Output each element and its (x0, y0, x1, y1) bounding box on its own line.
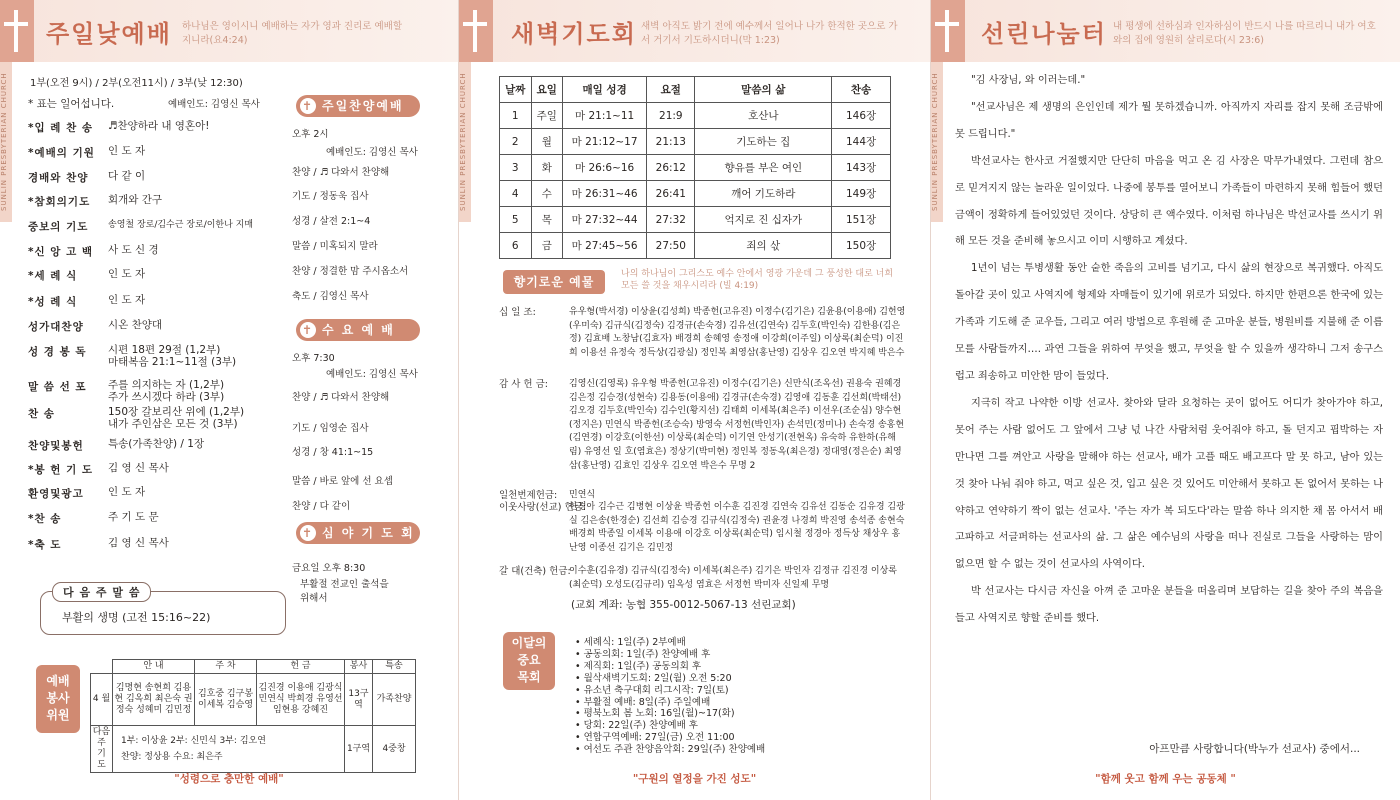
table-row (500, 155, 891, 181)
offering-names: 민연식 (569, 490, 596, 500)
order-label: 중보의 기도 (28, 221, 89, 233)
church-name-strip: SUNLIN PRESBYTERIAN CHURCH (931, 62, 943, 222)
table-cell: 21:9 (647, 103, 695, 129)
panel-dawn-prayer (458, 0, 930, 800)
table-cell: 13구역 (345, 674, 373, 726)
event-item: • 유소년 축구대회 리그시작: 7일(토) (575, 684, 729, 696)
next-week-sermon: 부활의 생명 (고전 15:16~22) (62, 611, 211, 624)
panel-sunday-worship (0, 0, 458, 800)
order-item (28, 244, 159, 259)
church-name-strip: SUNLIN PRESBYTERIAN CHURCH (0, 62, 12, 222)
tag-line: 봉사 (46, 691, 70, 705)
page-title: 주일낮예배 (46, 20, 172, 48)
table-cell: 수 (531, 181, 563, 207)
order-value-line: 회개와 간구 (108, 194, 163, 206)
order-value (108, 344, 236, 368)
order-value-line: 시편 18편 29절 (1,2부) (108, 344, 221, 356)
order-label: 찬양및봉헌 (28, 440, 84, 452)
order-item (28, 537, 169, 552)
page-title: 선린나눔터 (981, 20, 1107, 48)
order-value-line: 내가 주인삼은 모든 것 (3부) (108, 418, 238, 430)
essay-source: 아프만큼 사랑합니다(박누가 선교사) 중에서... (1149, 743, 1360, 755)
order-label: *축 도 (28, 539, 62, 551)
program-line: 축도 / 김영신 목사 (292, 291, 369, 302)
table-row (91, 726, 416, 773)
table-cell: 마 26:31~46 (563, 181, 647, 207)
panel-motto: "구원의 열정을 가진 성도" (632, 773, 757, 785)
table-cell: 4중창 (373, 726, 416, 773)
table-cell: 억지로 진 십자가 (695, 207, 832, 233)
order-item (28, 120, 209, 135)
service-times: 1부(오전 9시) / 2부(오전11시) / 3부(낮 12:30) (30, 78, 243, 89)
order-item (28, 511, 159, 526)
order-label: *입 례 찬 송 (28, 122, 94, 134)
order-item (28, 219, 253, 234)
offering-group (499, 565, 907, 592)
offering-names: 이수훈(김유경) 김규식(김정숙) 이세복(최은주) 김기은 박인자 김정규 김진경 이상록(최순덕) 오성도(김규리) 임옥성 염효은 서정헌 박미자 신일제 무명 (569, 566, 897, 590)
table-cell: 금 (531, 233, 563, 259)
table-header-row (91, 660, 416, 674)
table-cell: 월 (531, 129, 563, 155)
tag-line: 중요 (517, 653, 541, 667)
table-cell: 다음주 기 도 (91, 726, 113, 773)
table-cell: 146장 (832, 103, 891, 129)
table-row (500, 129, 891, 155)
order-value (108, 319, 162, 331)
offering-names: 유우형(박서경) 이상윤(김성희) 박종헌(고유진) 이정수(김기은) 김윤용(이용애) 김헌영(우미숙) 김규식(김정숙) 김경규(손숙경) 김유선(김연숙) 김두호(박인숙) 김한용(김은정) 김효배 노창남(김효자) 배경희 송혜영 송정애 이강희(이주일) 이상록(최순덕) 이진희 이용선 유정숙 정득상(김광실) 정인복 최영삼(홍난영) 김상우 김오연 박지혜 박은수 (569, 307, 906, 358)
order-label: 찬 송 (28, 408, 55, 420)
table-row (500, 207, 891, 233)
table-cell: 목 (531, 207, 563, 233)
table-cell (91, 660, 113, 674)
offering-label: 십 일 조: (499, 307, 536, 318)
table-cell: 주일 (531, 103, 563, 129)
next-week-label: 다 음 주 말 씀 (52, 582, 151, 602)
table-header-row (500, 77, 891, 103)
table-cell: 2 (500, 129, 532, 155)
cross-small-icon: ✝ (301, 526, 315, 540)
order-label: *봉 헌 기 도 (28, 464, 94, 476)
order-label: 환영및광고 (28, 488, 84, 500)
table-header-cell: 안 내 (113, 660, 195, 674)
order-item (28, 486, 145, 501)
table-cell: 화 (531, 155, 563, 181)
offering-names: 한경아 김수근 김병현 이상윤 박종헌 이수훈 김진경 김연숙 김유선 김동순 김유경 김광실 김은송(한경순) 김선희 김승경 김규식(김정숙) 권윤경 나경희 박진영 송석종 송현숙 배경희 박종일 이세복 이용애 이강호 이상록(최순덕) 임시철 정경아 정득상 채상우 홍난영 이종선 김기은 김민정 (569, 502, 905, 553)
header-verse: 새벽 아직도 밝기 전에 예수께서 일어나 나가 한적한 곳으로 가서 거기서 기도하시더니(막 1:23) (641, 21, 898, 46)
table-cell: 144장 (832, 129, 891, 155)
order-value (108, 194, 162, 206)
order-item (28, 268, 145, 283)
table-cell: 6 (500, 233, 532, 259)
table-cell: 27:50 (647, 233, 695, 259)
cross-icon (459, 0, 493, 62)
offering-title: 향기로운 예물 (503, 270, 605, 294)
order-value-line: 주를 의지하는 자 (1,2부) (108, 379, 225, 391)
wednesday-service-title (296, 319, 420, 341)
order-value (108, 145, 145, 157)
order-value-line: 송영철 장로/김수근 장로/이한나 지매 (108, 220, 254, 230)
order-item (28, 438, 204, 453)
order-value-line: 사 도 신 경 (108, 244, 159, 256)
table-row (500, 233, 891, 259)
tag-line: 예배 (46, 674, 70, 688)
tag-line: 위원 (46, 708, 70, 722)
order-value-line: 150장 갈보리산 위에 (1,2부) (108, 406, 245, 418)
order-label: *찬 송 (28, 513, 62, 525)
program-line: 찬양 / ♬ 다와서 찬양해 (292, 167, 390, 178)
cross-small-icon: ✝ (301, 323, 315, 337)
table-body (500, 103, 891, 259)
offering-label: 감 사 헌 금: (499, 379, 548, 390)
table-cell: 호산나 (695, 103, 832, 129)
order-item (28, 406, 244, 430)
order-value-line: 김 영 신 목사 (108, 537, 169, 549)
table-cell: 죄의 삯 (695, 233, 832, 259)
table-row (91, 674, 416, 726)
event-item: • 평북노회 봄 노회: 16일(월)~17(화) (575, 708, 735, 720)
program-line: 말씀 / 미혹되지 말라 (292, 241, 378, 252)
panel-motto: "성령으로 충만한 예배" (174, 773, 284, 785)
page-title: 새벽기도회 (511, 20, 637, 48)
order-value (108, 379, 224, 403)
event-item: • 공동의회: 1일(주) 찬양예배 후 (575, 648, 711, 660)
table-cell: 3 (500, 155, 532, 181)
program-line: 성경 / 살전 2:1~4 (292, 216, 371, 227)
table-cell: 김명현 송현희 김용현 김옥희 최은숙 권정숙 성혜미 김민정 (113, 674, 195, 726)
order-value (108, 170, 145, 182)
night-prayer-title (296, 522, 420, 544)
program-line: 오후 7:30 (292, 353, 335, 364)
order-value (108, 406, 244, 430)
table-cell: 김진경 이용애 김광식 민연식 박희경 유영선 임현용 강혜진 (257, 674, 345, 726)
table-cell: 마 21:12~17 (563, 129, 647, 155)
event-item: • 연합구역예배: 27일(금) 오전 11:00 (575, 732, 735, 744)
event-item: • 부활절 예배: 8일(주) 주일예배 (575, 696, 711, 708)
table-header-cell: 주 차 (195, 660, 257, 674)
order-value-line: 주 기 도 문 (108, 511, 159, 523)
night-title-text: 심 야 기 도 회 (322, 526, 415, 540)
order-label: 성 경 봉 독 (28, 346, 87, 358)
program-line: 오후 2시 (292, 129, 329, 140)
table-header-cell: 말씀의 삶 (695, 77, 832, 103)
wed-title-text: 수 요 예 배 (322, 323, 395, 337)
cross-small-icon: ✝ (301, 99, 315, 113)
order-value (108, 438, 204, 450)
church-name-strip: SUNLIN PRESBYTERIAN CHURCH (459, 62, 471, 222)
table-cell (113, 726, 345, 773)
table-cell: 1구역 (345, 726, 373, 773)
table-cell: 149장 (832, 181, 891, 207)
program-line: 기도 / 임영순 집사 (292, 423, 369, 434)
service-committee-tag (36, 665, 80, 733)
offering-verse: 나의 하나님이 그리스도 예수 안에서 영광 가운데 그 풍성한 대로 너희 모든 쓸 것을 채우시리라 (빌 4:19) (621, 269, 894, 291)
program-line: 성경 / 창 41:1~15 (292, 447, 374, 458)
order-item (28, 145, 145, 160)
cross-icon (0, 0, 34, 62)
tag-line: 목회 (517, 670, 541, 684)
program-line: 예배인도: 김영신 목사 (326, 369, 418, 380)
offering-label: 이웃사랑(선교) 헌금: (499, 502, 587, 513)
table-cell: 143장 (832, 155, 891, 181)
event-item: • 당회: 22일(주) 찬양예배 후 (575, 720, 698, 732)
offering-group (499, 306, 907, 360)
order-value (108, 268, 145, 280)
order-value-line: 인 도 자 (108, 486, 146, 498)
program-line: 찬양 / ♬ 다와서 찬양해 (292, 392, 390, 403)
program-line: 금요일 오후 8:30 (292, 563, 366, 574)
order-value (108, 244, 159, 256)
table-header-cell: 찬송 (832, 77, 891, 103)
order-label: *성 례 식 (28, 296, 78, 308)
table-cell: 4 월 (91, 674, 113, 726)
order-label: *예배의 기원 (28, 147, 95, 159)
table-cell: 21:13 (647, 129, 695, 155)
order-value (108, 511, 159, 523)
program-line: 찬양 / 다 같이 (292, 501, 351, 512)
event-item: • 여선도 주관 찬양음악회: 29일(주) 찬양예배 (575, 744, 766, 756)
offering-names: 김영신(김영록) 유우형 박종헌(고유진) 이정수(김기은) 신만식(조옥선) 권용숙 권혜경 김은정 김승경(성현숙) 김용동(이용애) 김경규(손숙경) 김영애 김동훈 김선희(박태선) 김오경 김두호(박인숙) 김수인(황지선) 김태희 이세복(최은주) 이선우(조순심) 양수현(정지은) 민연식 박종헌(조승숙) 방영숙 서정헌(박인자) 손석민(정미나) 손숙경 송홍현(김연경) 이강호(이한선) 이상록(최순덕) 이기연 안성기(전현옥) 유숙하 유한하(유해림) 유영선 일 호(염효은) 정상기(박미현) 정인복 정동옥(최은경) 정대영(정은순) 최영삼(홍난영) 김효인 김상우 김오연 박은수 무명 2 (569, 379, 905, 471)
table-header-cell: 헌 금 (257, 660, 345, 674)
header-verse: 내 평생에 선하심과 인자하심이 반드시 나를 따르리니 내가 여호와의 집에 영원히 살리로다(시 23:6) (1113, 21, 1376, 46)
offering-group (499, 501, 907, 555)
order-label: *세 례 식 (28, 270, 78, 282)
table-cell: 향유를 부은 여인 (695, 155, 832, 181)
essay-paragraph: "선교사님은 제 생명의 은인인데 제가 뭘 못하겠습니까. 아직까지 자리를 잡지 못해 조금밖에 못 드립니다." (955, 101, 1383, 140)
table-cell: 4 (500, 181, 532, 207)
essay-paragraph: 박선교사는 한사코 거절했지만 단단히 마음을 먹고 온 김 사장은 막무가내였다. 그런데 참으로 믿겨지지 않는 놀라운 일이었다. 나중에 봉투를 열어보니 가족들이 마련하지 못해 힘들어 했던 금액이 정확하게 들어있었던 것이다. 상당히 큰 액수였다. 이처럼 하나님은 박선교사를 쓰시기 위해 모든 것을 준비해 놓으시고 이미 시행하고 계셨다. (955, 155, 1383, 248)
program-line: 위해서 (300, 593, 328, 604)
order-item (28, 170, 145, 185)
program-line: 기도 / 정동욱 집사 (292, 191, 369, 202)
table-cell: 김호중 김구봉 이세복 김승영 (195, 674, 257, 726)
order-value-line: 다 같 이 (108, 170, 146, 182)
table-header-cell: 날짜 (500, 77, 532, 103)
program-line: 말씀 / 바로 앞에 선 요셉 (292, 476, 393, 487)
order-item (28, 194, 162, 209)
essay-paragraph: 박 선교사는 다시금 자신을 아껴 준 고마운 분들을 떠올리며 보답하는 길을 찾아 주의 복음을 들고 사역지로 향할 준비를 했다. (955, 586, 1383, 625)
order-item (28, 344, 236, 368)
order-label: 경배와 찬양 (28, 172, 89, 184)
order-value (108, 219, 253, 231)
dawn-prayer-table (499, 76, 891, 259)
order-item (28, 294, 145, 309)
praise-title-text: 주일찬양예배 (322, 99, 404, 113)
order-value-line: 김 영 신 목사 (108, 462, 169, 474)
table-cell: 1 (500, 103, 532, 129)
order-value: 예배인도: 김영신 목사 (168, 99, 260, 110)
program-line: 예배인도: 김영신 목사 (326, 147, 418, 158)
order-value (108, 537, 169, 549)
table-header-cell: 요일 (531, 77, 563, 103)
table-cell: 27:32 (647, 207, 695, 233)
table-cell: 26:41 (647, 181, 695, 207)
essay-text (955, 68, 1383, 633)
order-value (108, 120, 209, 132)
order-item (28, 462, 169, 477)
church-account: (교회 계좌: 농협 355-0012-5067-13 선린교회) (571, 599, 796, 611)
order-item (28, 319, 162, 334)
order-value-line: 주가 쓰시겠다 하라 (3부) (108, 391, 225, 403)
table-header-cell: 요절 (647, 77, 695, 103)
table-cell: 마 21:1~11 (563, 103, 647, 129)
tag-line: 이달의 (511, 636, 547, 650)
order-label: * 표는 일어섭니다. (28, 98, 115, 110)
cross-icon (931, 0, 965, 62)
program-line: 찬양 / 정결한 맘 주시옵소서 (292, 266, 409, 277)
offering-label: 일천번제헌금: (499, 490, 558, 501)
essay-paragraph: 1년이 넘는 투병생활 동안 숱한 죽음의 고비를 넘기고, 다시 삶의 현장으로 복귀했다. 아직도 돌아갈 곳이 있고 사역지에 형제와 자매들이 있기에 위로가 되었다. 하지만 한편으론 한국에 있는 가족과 기도해 준 교우들, 그리고 여러 방법으로 후원해 준 고마운 분들, 병원비를 지불해 준 이름 모를 사람들까지…. 과연 그들을 위하여 무엇을 했고, 무엇을 할 수 있을까 생각하니 그저 송구스럽고 죄송하고 미안한 맘이 들었다. (955, 263, 1383, 382)
order-label: *참회의기도 (28, 196, 91, 208)
order-value (108, 486, 145, 498)
table-cell: 150장 (832, 233, 891, 259)
panel-sharing (930, 0, 1400, 800)
next-prayer-line: 1부: 이상윤 2부: 신민식 3부: 김오연 (121, 736, 266, 746)
table-header-cell: 특송 (373, 660, 416, 674)
table-cell: 26:12 (647, 155, 695, 181)
table-cell: 5 (500, 207, 532, 233)
table-cell: 깨어 기도하라 (695, 181, 832, 207)
table-cell: 마 27:45~56 (563, 233, 647, 259)
offering-label: 갈 대(건축) 헌금: (499, 566, 571, 577)
table-row (500, 181, 891, 207)
praise-service-title (296, 95, 420, 117)
offering-group (499, 378, 907, 473)
order-value-line: 인 도 자 (108, 294, 146, 306)
order-label: 말 씀 선 포 (28, 381, 87, 393)
program-line: 부활절 전교인 출석을 (300, 579, 389, 590)
table-cell: 151장 (832, 207, 891, 233)
event-item: • 제직회: 1일(주) 공동의회 후 (575, 660, 702, 672)
table-cell: 기도하는 집 (695, 129, 832, 155)
order-item (28, 96, 260, 111)
header-verse: 하나님은 영이시니 예배하는 자가 영과 진리로 예배할지니라(요4:24) (182, 21, 403, 46)
table-cell: 마 27:32~44 (563, 207, 647, 233)
service-table (90, 659, 416, 773)
order-value (108, 462, 169, 474)
order-label: 성가대찬양 (28, 321, 84, 333)
event-item: • 세례식: 1일(주) 2부예배 (575, 637, 686, 648)
essay-paragraph: 지극히 작고 나약한 이방 선교사. 찾아와 달라 요청하는 곳이 없어도 어디가 찾아가야 하고, 못어 주는 사람 없어도 그 앞에서 그냥 넋 나간 사람처럼 웃어줘야 하고, 돌 던지고 핍박하는 자 만나면 그를 껴안고 사랑을 말해야 하는 선교사, 배가 고플 때도 배고프다 말 못 하고, 남아 있는 것 찾아 나눠 줘야 하고, 먹고 싶은 것, 입고 싶은 것 있어도 미안해서 못하고 돈 없어서 못하는 나약하고 연약하기 짝이 없는 선교사. '주는 자가 복 되도다'라는 말씀 하나 의지한 채 몸 아서서 배고파하고 서글퍼하는 선교사의 삶. 그 삶은 예수님의 사랑을 떠나 진실로 그들을 사랑하는 맘이 없으면 할 수 없는 것이 선교사의 사역이다. (955, 397, 1383, 571)
order-value-line: 인 도 자 (108, 268, 146, 280)
order-label: *신 앙 고 백 (28, 246, 94, 258)
monthly-events-tag (503, 632, 555, 690)
table-header-cell: 봉사 (345, 660, 373, 674)
order-value-line: ♬찬양하라 내 영혼아! (108, 120, 210, 132)
table-cell: 가족찬양 (373, 674, 416, 726)
table-cell: 마 26:6~16 (563, 155, 647, 181)
order-value-line: 특송(가족찬양) / 1장 (108, 438, 205, 450)
order-value-line: 시온 찬양대 (108, 319, 163, 331)
table-row (500, 103, 891, 129)
table-header-cell: 매일 성경 (563, 77, 647, 103)
order-value-line: 마태복음 21:1~11절 (3부) (108, 356, 237, 368)
panel-motto: "함께 웃고 함께 우는 공동체 " (1095, 773, 1236, 785)
order-value-line: 인 도 자 (108, 145, 146, 157)
next-prayer-line: 찬양: 정상용 수요: 최은주 (121, 752, 223, 762)
event-item: • 월삭새벽기도회: 2일(월) 오전 5:20 (575, 672, 732, 684)
order-value (108, 294, 145, 306)
essay-paragraph: "김 사장님, 와 이러는데." (971, 75, 1086, 86)
order-item (28, 379, 224, 403)
